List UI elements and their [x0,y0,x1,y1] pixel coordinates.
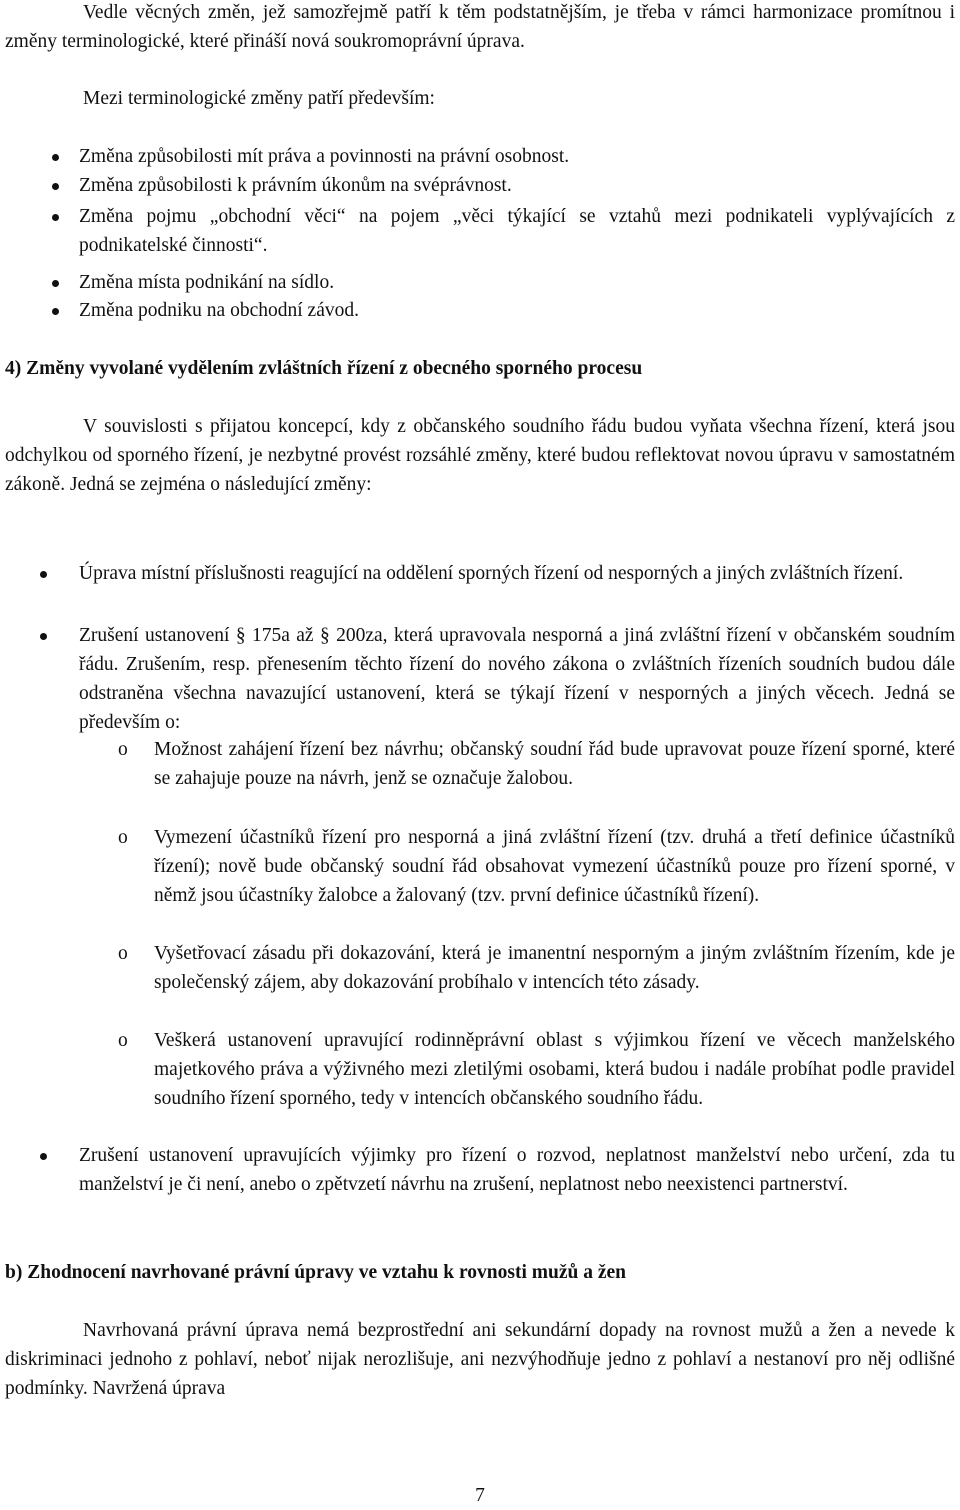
section-paragraph: V souvislosti s přijatou koncepcí, kdy z občanského soudního řádu budou vyňata všechna řízení, která jsou odchylkou od sporného řízení, je nezbytné provést rozsáhlé změny, které budou reflektovat novou úpravu v samostatném zákoně. Jedná se zejména o následující změny: [5,416,955,495]
bullet-icon [40,571,47,578]
list-item-text: Změna podniku na obchodní závod. [79,300,359,321]
section-heading: b) Zhodnocení navrhované právní úpravy ve vztahu k rovnosti mužů a žen [5,1262,627,1283]
sub-list-item-text: Možnost zahájení řízení bez návrhu; občanský soudní řád bude upravovat pouze řízení sporné, které se zahajuje pouze na návrh, jenž se označuje žalobou. [154,739,955,789]
intro-paragraph: Vedle věcných změn, jež samozřejmě patří k těm podstatnějším, je třeba v rámci harmonizace promítnou i změny terminologické, které přináší nová soukromoprávní úprava. [5,2,955,52]
bullet-icon [40,633,47,640]
intro-paragraph-terms: Mezi terminologické změny patří především: [83,88,435,109]
list-item-text: Změna způsobilosti mít práva a povinnosti na právní osobnost. [79,146,570,167]
list-item-text: Změna pojmu „obchodní věci“ na pojem „věci týkající se vztahů mezi podnikateli vyplývajících z podnikatelské činnosti“. [79,206,955,256]
circle-bullet-icon: o [118,739,128,760]
sub-list-item-text: Vyšetřovací zásadu při dokazování, která je imanentní nesporným a jiným zvláštním řízením, kde je společenský zájem, aby dokazování probíhalo v intencích této zásady. [154,943,955,993]
circle-bullet-icon: o [118,827,128,848]
sub-list-item-text: Vymezení účastníků řízení pro nesporná a jiná zvláštní řízení (tzv. druhá a třetí definice účastníků řízení); nově bude občanský soudní řád obsahovat vymezení účastníků pouze pro řízení sporné, v němž jsou účastníky žalobce a žalovaný (tzv. první definice účastníků řízení). [154,827,955,906]
bullet-icon [52,154,59,161]
list-item-text: Změna způsobilosti k právním úkonům na svéprávnost. [79,175,512,196]
bullet-icon [52,183,59,190]
circle-bullet-icon: o [118,1030,128,1051]
bullet-icon [52,214,59,221]
page-number: 7 [475,1485,485,1506]
section-heading: 4) Změny vyvolané vydělením zvláštních řízení z obecného sporného procesu [5,358,643,379]
sub-list-item-text: Veškerá ustanovení upravující rodinněprávní oblast s výjimkou řízení ve věcech manželského majetkového práva a výživného mezi zletilými osobami, která budou i nadále probíhat podle pravidel soudního řízení sporného, tedy v intencích občanského soudního řádu. [154,1030,955,1109]
circle-bullet-icon: o [118,943,128,964]
list-item-text: Změna místa podnikání na sídlo. [79,272,335,293]
list-item-text: Zrušení ustanovení § 175a až § 200za, která upravovala nesporná a jiná zvláštní řízení v občanském soudním řádu. Zrušením, resp. přenesením těchto řízení do nového zákona o zvláštních řízeních soudních budou dále odstraněna všechna navazující ustanovení, která se týkají řízení v nesporných a jiných věcech. Jedná se především o: [79,625,955,733]
section-paragraph: Navrhovaná právní úprava nemá bezprostřední ani sekundární dopady na rovnost mužů a žen a nevede k diskriminaci jednoho z pohlaví, neboť nijak nerozlišuje, ani nezvýhodňuje jedno z pohlaví a nestanoví pro něj odlišné podmínky. Navržená úprava [5,1320,955,1399]
list-item-text: Úprava místní příslušnosti reagující na oddělení sporných řízení od nesporných a jiných zvláštních řízení. [79,563,904,584]
list-item-text: Zrušení ustanovení upravujících výjimky pro řízení o rozvod, neplatnost manželství nebo určení, zda tu manželství je či není, anebo o zpětvzetí návrhu na zrušení, neplatnost nebo neexistenci partnerství. [79,1145,955,1195]
bullet-icon [40,1153,47,1160]
bullet-icon [52,280,59,287]
bullet-icon [52,308,59,315]
